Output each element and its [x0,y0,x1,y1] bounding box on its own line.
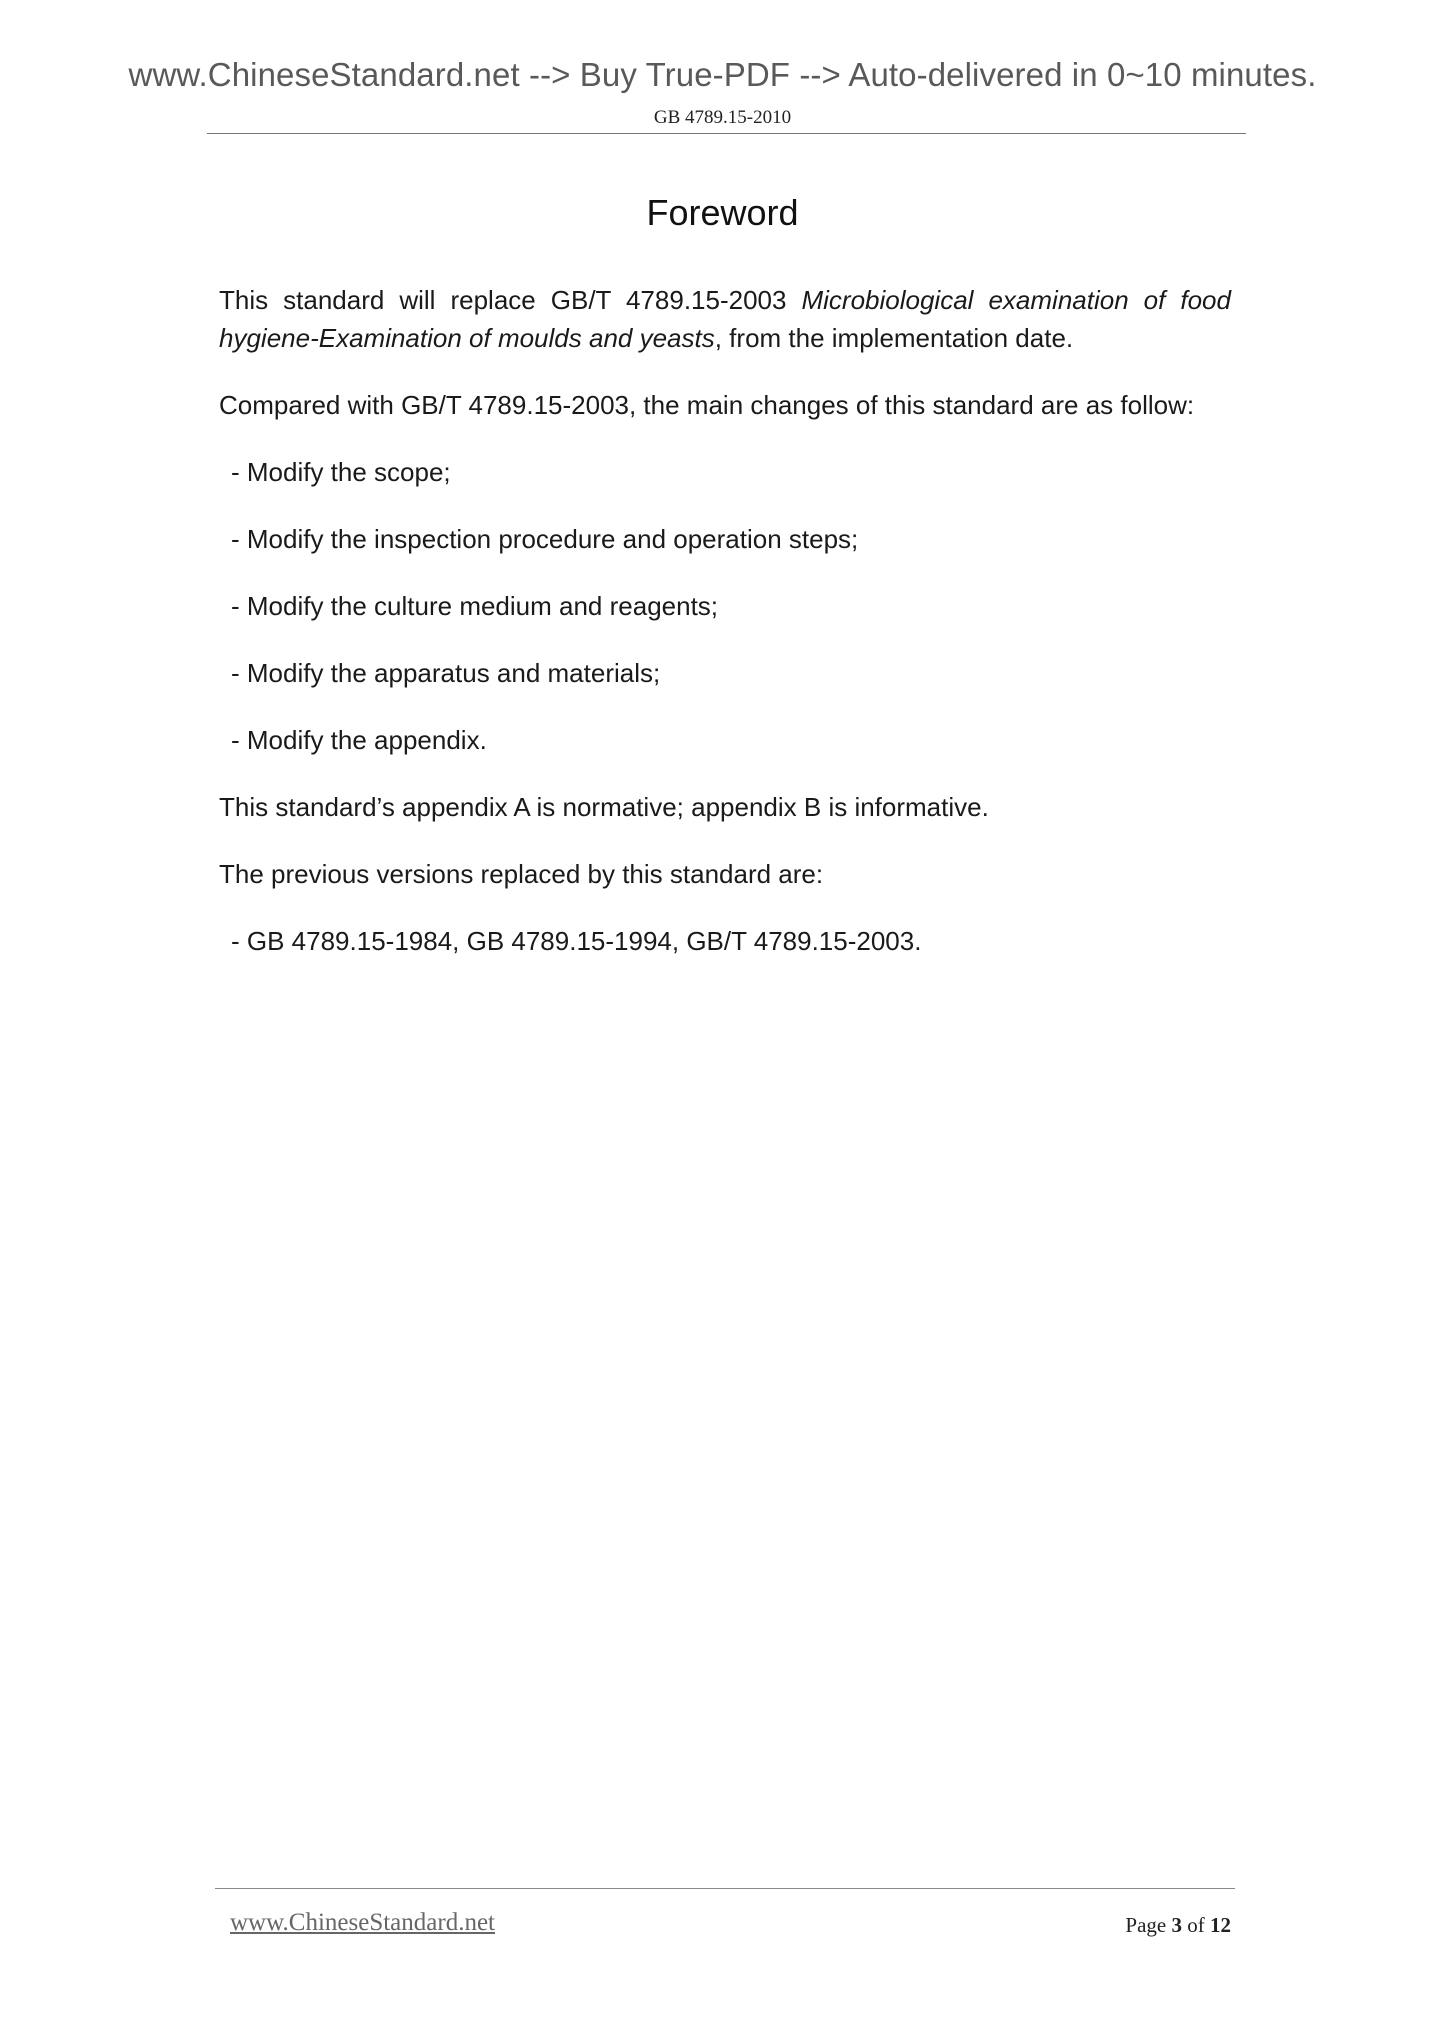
page-current: 3 [1171,1913,1182,1937]
changes-intro: Compared with GB/T 4789.15-2003, the main changes of this standard are as follow: [219,390,1195,420]
appendix-note: This standard’s appendix A is normative; appendix B is informative. [219,792,989,822]
page-of: of [1187,1913,1205,1937]
page-total: 12 [1210,1913,1231,1937]
page-title: Foreword [646,192,799,233]
list-item: - Modify the scope; [231,457,451,487]
intro-title-italic: Microbiological examination of food hygiene-Examination of moulds and yeasts [219,285,1231,353]
previous-versions-intro: The previous versions replaced by this standard are: [219,859,824,889]
footer-divider [215,1888,1235,1889]
list-item: - Modify the appendix. [231,725,487,755]
intro-lead: This standard will replace GB/T 4789.15-2003 [219,285,802,315]
page-number [1125,1913,1231,1938]
list-item: - Modify the inspection procedure and operation steps; [231,524,859,554]
page-label: Page [1125,1913,1167,1937]
standard-code: GB 4789.15-2010 [653,107,792,128]
list-item: - Modify the culture medium and reagents; [231,591,719,621]
list-item: - Modify the apparatus and materials; [231,658,661,688]
intro-paragraph [219,281,1231,357]
previous-versions-item: - GB 4789.15-1984, GB 4789.15-1994, GB/T 4789.15-2003. [231,926,922,956]
footer-website-link[interactable]: www.ChineseStandard.net [230,1909,495,1936]
intro-tail: , from the implementation date. [714,323,1074,353]
document-body [219,281,1231,989]
header-divider [207,133,1246,134]
top-banner: www.ChineseStandard.net --> Buy True-PDF --> Auto-delivered in 0~10 minutes. [128,56,1317,93]
